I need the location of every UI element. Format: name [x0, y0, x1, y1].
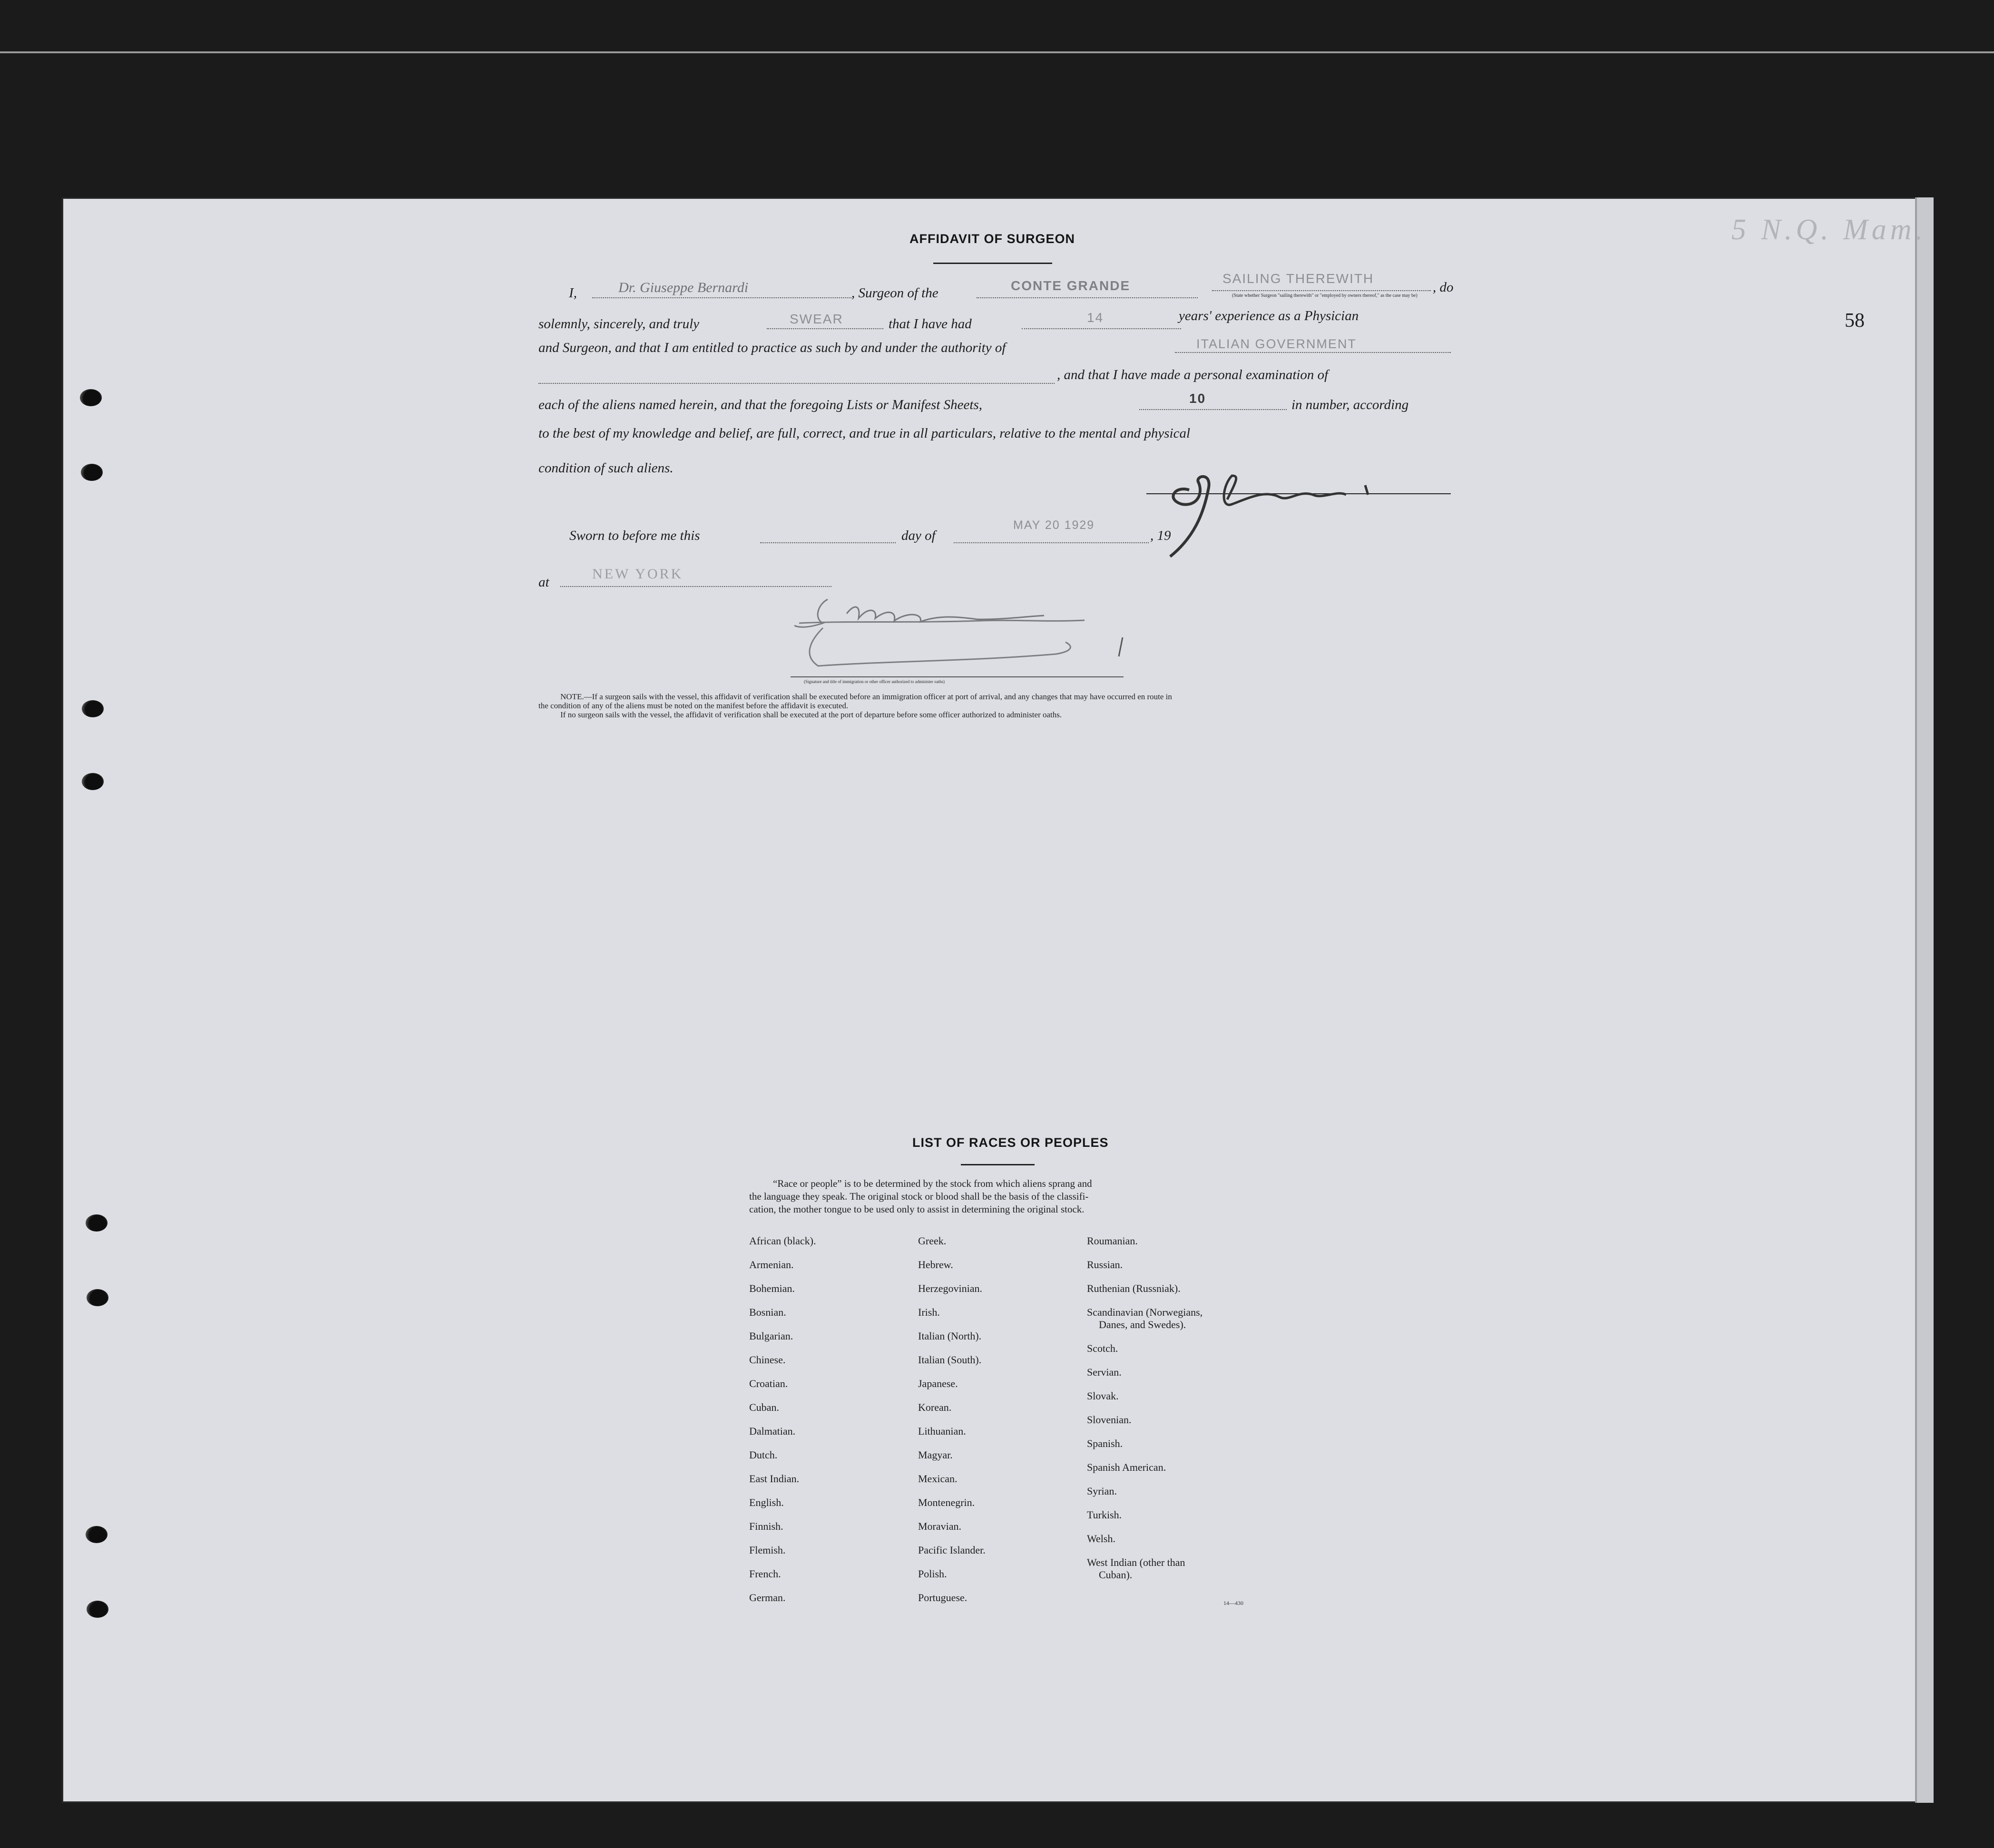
affidavit-title: AFFIDAVIT OF SURGEON [909, 232, 1075, 246]
line1-prefix: I, [569, 285, 577, 301]
race-entry: Cuban). [1099, 1569, 1133, 1581]
race-entry: West Indian (other than [1087, 1556, 1185, 1568]
race-entry: Irish. [918, 1306, 940, 1318]
races-title: LIST OF RACES OR PEOPLES [912, 1135, 1109, 1150]
race-entry: Slovak. [1087, 1390, 1119, 1402]
line6-text: to the best of my knowledge and belief, are full, correct, and true in all particulars, relative to the mental and physical [538, 426, 1191, 441]
binder-hole [80, 389, 102, 406]
surgeon-name-field [592, 297, 851, 298]
race-entry: Welsh. [1087, 1533, 1115, 1545]
authority-continued-field [538, 383, 1055, 384]
races-title-underline [961, 1164, 1035, 1165]
race-entry: Moravian. [918, 1520, 962, 1532]
sworn-date-field [954, 542, 1149, 543]
race-entry: Pacific Islander. [918, 1544, 986, 1556]
race-entry: Polish. [918, 1568, 947, 1580]
line1-suffix: , do [1433, 280, 1454, 295]
authority-field [1175, 352, 1451, 353]
race-entry: Greek. [918, 1235, 947, 1247]
sheets-field [1139, 409, 1287, 410]
race-entry: Hebrew. [918, 1259, 953, 1271]
race-entry: Italian (South). [918, 1354, 982, 1366]
title-underline [933, 263, 1052, 264]
race-entry: Montenegrin. [918, 1496, 975, 1508]
sworn-date: MAY 20 1929 [1013, 518, 1095, 532]
sworn-place: NEW YORK [592, 566, 684, 582]
race-entry: Dutch. [749, 1449, 778, 1461]
film-edge-line [0, 51, 1994, 53]
race-entry: German. [749, 1592, 786, 1604]
form-number: 14—430 [1223, 1600, 1243, 1606]
race-entry: Mexican. [918, 1473, 958, 1485]
line2-middle: that I have had [889, 316, 972, 332]
line4-suffix: , and that I have made a personal examination of [1057, 367, 1329, 382]
race-entry: Bulgarian. [749, 1330, 793, 1342]
sworn-day-field [760, 542, 896, 543]
race-entry: Dalmatian. [749, 1425, 796, 1437]
corner-annotation: 5 N.Q. Mam. [1731, 214, 1927, 246]
race-entry: Servian. [1087, 1366, 1122, 1378]
race-entry: Armenian. [749, 1259, 794, 1271]
race-entry: Ruthenian (Russniak). [1087, 1282, 1181, 1294]
authority-value: ITALIAN GOVERNMENT [1196, 337, 1357, 351]
race-entry: Slovenian. [1087, 1414, 1132, 1426]
binder-hole [87, 1289, 108, 1306]
years-value: 14 [1087, 310, 1104, 325]
race-entry: Syrian. [1087, 1485, 1117, 1497]
binder-hole [87, 1601, 108, 1618]
race-entry: Spanish American. [1087, 1461, 1166, 1473]
note-line-3: If no surgeon sails with the vessel, the affidavit of verification shall be executed at the port of departure before some officer authorized to administer oaths. [560, 710, 1062, 719]
race-entry: Italian (North). [918, 1330, 982, 1342]
line1-surgeon-of: , Surgeon of the [851, 285, 938, 301]
race-entry: Scotch. [1087, 1342, 1118, 1354]
races-intro-line-2: the language they speak. The original stock or blood shall be the basis of the classifi- [749, 1191, 1089, 1202]
race-entry: Korean. [918, 1401, 952, 1413]
race-entry: Spanish. [1087, 1437, 1123, 1449]
binder-hole [86, 1214, 108, 1232]
race-entry: Croatian. [749, 1378, 788, 1389]
binder-hole [81, 464, 103, 481]
race-entry: Flemish. [749, 1544, 786, 1556]
race-entry: Magyar. [918, 1449, 953, 1461]
surgeon-signature [1156, 457, 1451, 566]
race-entry: Finnish. [749, 1520, 783, 1532]
line5-prefix: each of the aliens named herein, and that the foregoing Lists or Manifest Sheets, [538, 397, 982, 412]
status-note: (State whether Surgeon "sailing therewith" or "employed by owners thereof," as the case may be) [1232, 293, 1417, 298]
status-field [1212, 290, 1431, 291]
surgeon-status: SAILING THEREWITH [1222, 271, 1374, 286]
race-entry: Cuban. [749, 1401, 779, 1413]
page-number: 58 [1845, 310, 1865, 332]
race-entry: Roumanian. [1087, 1235, 1138, 1247]
race-entry: Japanese. [918, 1378, 958, 1389]
sworn-prefix: Sworn to before me this [569, 528, 700, 543]
binder-hole [82, 700, 104, 717]
race-entry: Scandinavian (Norwegians, [1087, 1306, 1203, 1318]
races-intro-line-1: “Race or people” is to be determined by the stock from which aliens sprang and [773, 1178, 1092, 1189]
vessel-name: CONTE GRANDE [1011, 278, 1131, 293]
race-entry: East Indian. [749, 1473, 800, 1485]
swear-word: SWEAR [790, 312, 843, 326]
race-entry: Portuguese. [918, 1592, 968, 1604]
sworn-day-of: day of [901, 528, 936, 543]
years-field [1022, 328, 1181, 329]
race-entry: Danes, and Swedes). [1099, 1319, 1186, 1330]
race-entry: English. [749, 1496, 784, 1508]
vessel-field [977, 297, 1198, 298]
swear-field [767, 328, 883, 329]
race-entry: Chinese. [749, 1354, 786, 1366]
sheets-value: 10 [1189, 391, 1206, 406]
note-line-2: the condition of any of the aliens must be noted on the manifest before the affidavit is executed. [538, 701, 849, 710]
note-line-1: NOTE.—If a surgeon sails with the vessel, this affidavit of verification shall be executed before an immigration officer at port of arrival, and any changes that may have occurred en route in [560, 692, 1172, 701]
race-entry: Lithuanian. [918, 1425, 966, 1437]
surgeon-name: Dr. Giuseppe Bernardi [618, 280, 749, 295]
race-entry: Turkish. [1087, 1509, 1122, 1521]
line7-text: condition of such aliens. [538, 460, 674, 476]
race-entry: Bosnian. [749, 1306, 786, 1318]
officer-signature-line [791, 676, 1124, 677]
race-entry: Bohemian. [749, 1282, 795, 1294]
place-field [560, 586, 831, 587]
binder-hole [86, 1526, 108, 1543]
sworn-year-prefix: , 19 [1150, 528, 1171, 543]
page-edge [1915, 197, 1934, 1803]
race-entry: Herzegovinian. [918, 1282, 982, 1294]
line5-suffix: in number, according [1291, 397, 1409, 412]
races-intro-line-3: cation, the mother tongue to be used only to assist in determining the original stock. [749, 1203, 1085, 1215]
line3-prefix: and Surgeon, and that I am entitled to practice as such by and under the authority of [538, 340, 1006, 355]
race-entry: French. [749, 1568, 781, 1580]
binder-hole [82, 773, 104, 790]
officer-caption: (Signature and title of immigration or other officer authorized to administer oaths) [804, 679, 945, 684]
officer-signature [790, 590, 1142, 680]
race-entry: African (black). [749, 1235, 816, 1247]
line2-prefix: solemnly, sincerely, and truly [538, 316, 700, 332]
race-entry: Russian. [1087, 1259, 1123, 1271]
at-prefix: at [538, 575, 549, 590]
line2-suffix: years' experience as a Physician [1179, 308, 1359, 323]
